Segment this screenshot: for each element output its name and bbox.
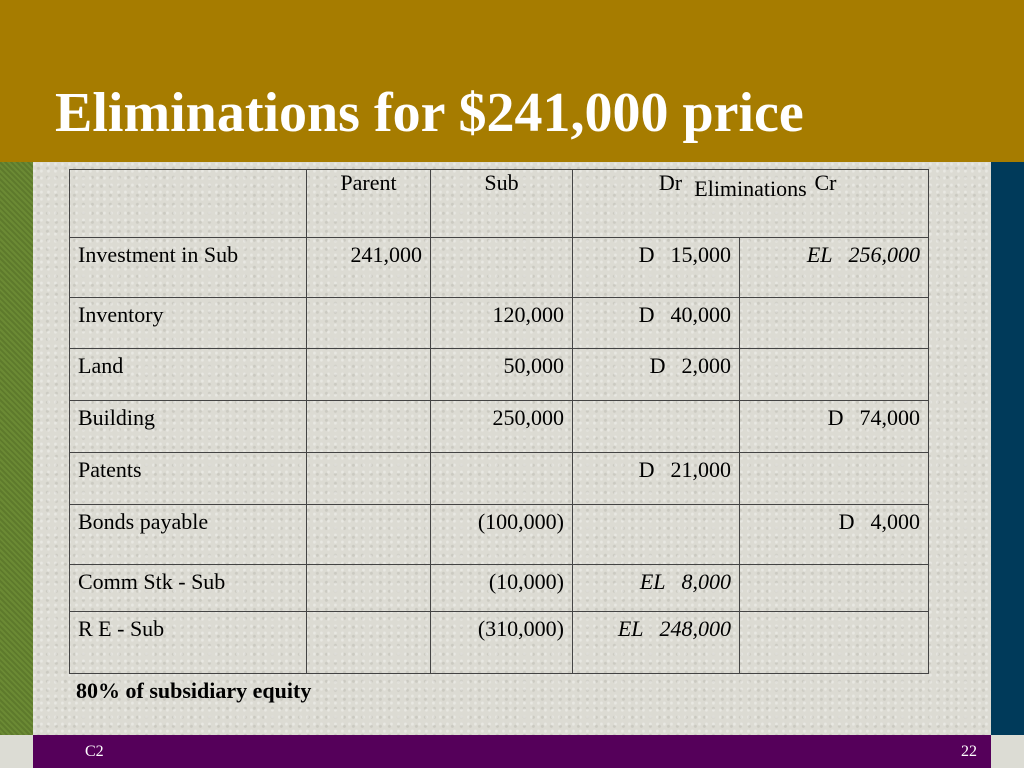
cr-elimination-cell — [740, 349, 929, 401]
sub-cell: 250,000 — [431, 401, 573, 453]
dr-entry-code: D — [638, 457, 655, 482]
dr-entry-amount: 15,000 — [670, 242, 731, 267]
parent-cell: 241,000 — [307, 238, 431, 298]
cr-entry-amount: 256,000 — [848, 242, 920, 267]
header-eliminations-label: Eliminations — [694, 176, 807, 201]
cr-entry-code: EL — [806, 242, 833, 267]
dr-entry-code: EL — [617, 616, 644, 641]
dr-elimination-cell — [573, 238, 740, 298]
account-cell: Comm Stk - Sub — [70, 565, 307, 612]
header-parent: Parent — [307, 170, 431, 238]
right-decorative-strip — [991, 162, 1024, 735]
cr-elimination-cell — [740, 401, 929, 453]
dr-elimination-cell — [573, 505, 740, 565]
header-sub: Sub — [431, 170, 573, 238]
cr-entry-amount: 74,000 — [859, 405, 920, 430]
sub-cell: (310,000) — [431, 612, 573, 674]
cr-entry-code: D — [827, 405, 844, 430]
left-decorative-strip — [0, 162, 33, 735]
dr-entry-amount: 40,000 — [670, 302, 731, 327]
sub-cell — [431, 238, 573, 298]
sub-cell: (100,000) — [431, 505, 573, 565]
account-cell: R E - Sub — [70, 612, 307, 674]
sub-cell: (10,000) — [431, 565, 573, 612]
dr-elimination-cell — [573, 453, 740, 505]
table-row — [70, 349, 929, 401]
dr-elimination-cell — [573, 401, 740, 453]
dr-entry-code: D — [649, 353, 666, 378]
header-eliminations — [573, 170, 929, 238]
page-number: 22 — [961, 743, 977, 760]
cr-elimination-cell — [740, 612, 929, 674]
table-row — [70, 298, 929, 349]
dr-elimination-cell — [573, 298, 740, 349]
parent-cell — [307, 565, 431, 612]
header-dr: Dr — [658, 170, 683, 195]
parent-cell — [307, 349, 431, 401]
sub-cell: 50,000 — [431, 349, 573, 401]
dr-entry-amount: 248,000 — [659, 616, 731, 641]
table-row — [70, 612, 929, 674]
account-cell: Patents — [70, 453, 307, 505]
parent-cell — [307, 612, 431, 674]
footer-bar — [33, 735, 991, 768]
account-cell: Land — [70, 349, 307, 401]
cr-entry-amount: 4,000 — [870, 509, 920, 534]
sub-cell: 120,000 — [431, 298, 573, 349]
cr-elimination-cell — [740, 505, 929, 565]
footer-label: C2 — [85, 743, 104, 760]
account-cell: Bonds payable — [70, 505, 307, 565]
cr-elimination-cell — [740, 565, 929, 612]
parent-cell — [307, 298, 431, 349]
dr-entry-code: D — [638, 302, 655, 327]
table-row — [70, 505, 929, 565]
dr-entry-amount: 2,000 — [681, 353, 731, 378]
cr-elimination-cell — [740, 298, 929, 349]
account-cell: Inventory — [70, 298, 307, 349]
parent-cell — [307, 453, 431, 505]
parent-cell — [307, 505, 431, 565]
dr-entry-code: D — [638, 242, 655, 267]
dr-elimination-cell — [573, 612, 740, 674]
cr-entry-code: D — [838, 509, 855, 534]
table-row — [70, 565, 929, 612]
table-header-row — [70, 170, 929, 238]
title-bar — [0, 0, 1024, 162]
dr-entry-amount: 8,000 — [681, 569, 731, 594]
header-cr: Cr — [814, 170, 837, 195]
eliminations-table — [69, 169, 929, 674]
slide-title: Eliminations for $241,000 price — [55, 82, 804, 144]
parent-cell — [307, 401, 431, 453]
table-row — [70, 238, 929, 298]
account-cell: Investment in Sub — [70, 238, 307, 298]
cr-elimination-cell — [740, 453, 929, 505]
footnote: 80% of subsidiary equity — [76, 678, 312, 703]
table-row — [70, 453, 929, 505]
cr-elimination-cell — [740, 238, 929, 298]
header-account — [70, 170, 307, 238]
account-cell: Building — [70, 401, 307, 453]
dr-elimination-cell — [573, 349, 740, 401]
sub-cell — [431, 453, 573, 505]
dr-elimination-cell — [573, 565, 740, 612]
dr-entry-code: EL — [639, 569, 666, 594]
dr-entry-amount: 21,000 — [670, 457, 731, 482]
table-row — [70, 401, 929, 453]
